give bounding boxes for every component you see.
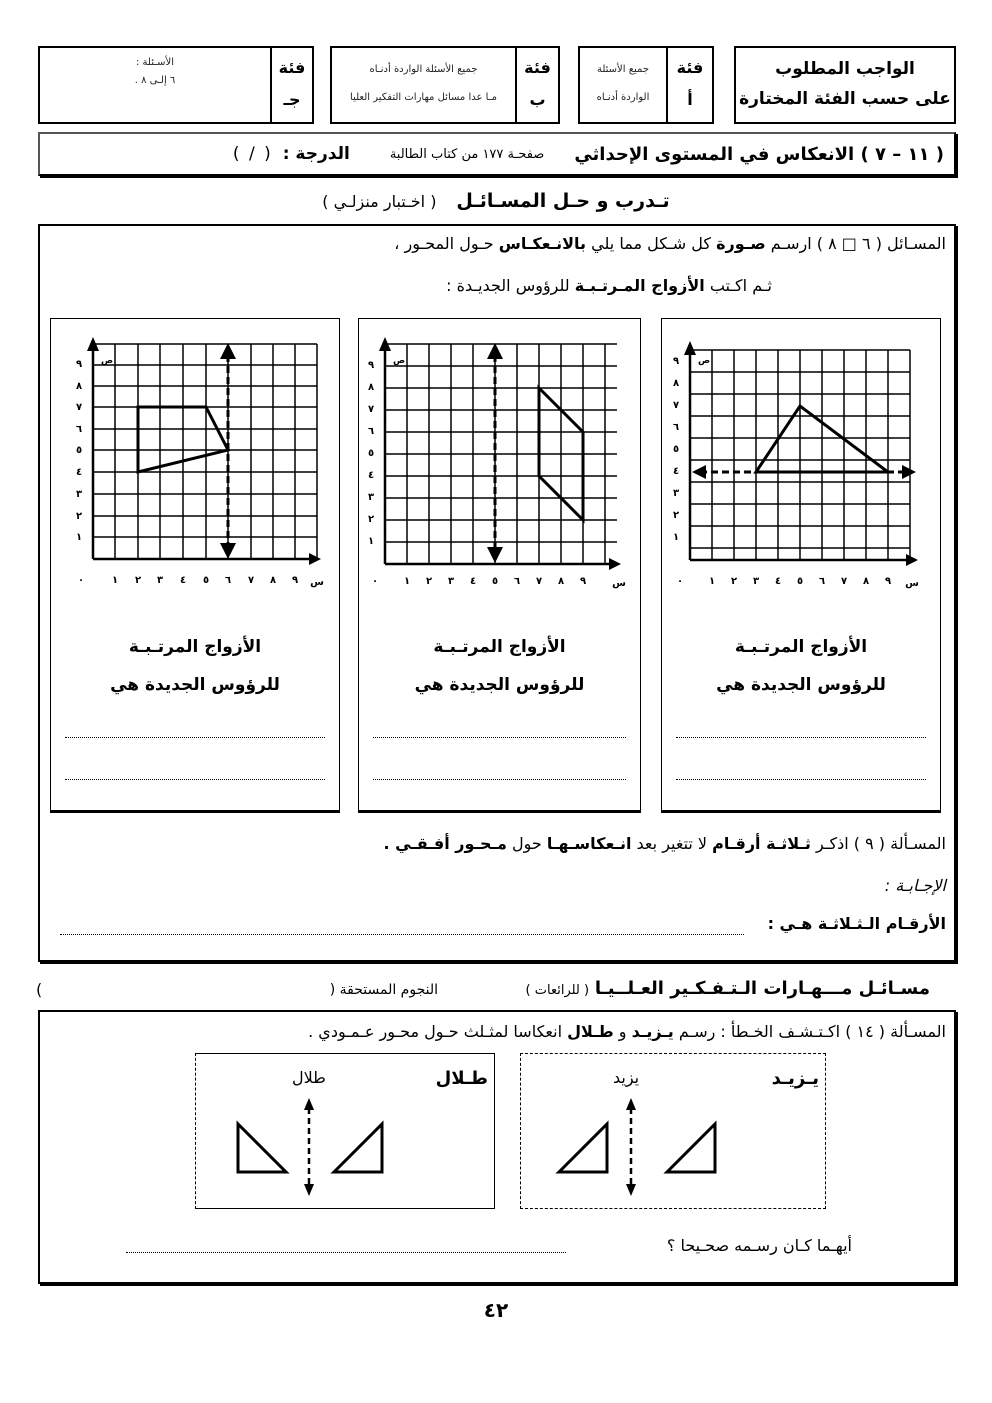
- text-bold: الأزواج المـرتـبـة: [574, 276, 705, 295]
- category-b-letter: ب: [529, 90, 546, 109]
- problem-9-statement: [383, 834, 946, 853]
- svg-text:٢: ٢: [134, 575, 142, 586]
- svg-text:٧: ٧: [75, 402, 83, 413]
- page-reference: صفحـة ١٧٧ من كتاب الطالبة: [389, 146, 545, 162]
- svg-text:٦: ٦: [513, 576, 521, 587]
- assignment-title-line1: الواجب المطلوب: [775, 59, 915, 79]
- svg-text:٨: ٨: [75, 381, 83, 392]
- stars-label: النجوم المستحقة (: [329, 982, 438, 998]
- yazid-triangles-drawing: [521, 1054, 827, 1210]
- svg-text:٩: ٩: [75, 359, 83, 370]
- graph-card-problem-7: [358, 318, 641, 813]
- problem-9-answer-line[interactable]: [60, 934, 744, 935]
- svg-text:٤: ٤: [672, 466, 680, 477]
- hots-for-excellent: ( للرائعات ): [525, 983, 590, 998]
- svg-text:٩: ٩: [367, 360, 375, 371]
- svg-text:٠: ٠: [676, 576, 684, 587]
- svg-text:١: ١: [75, 532, 83, 543]
- svg-text:س: س: [905, 578, 919, 589]
- answer-label-line2: للرؤوس الجديدة هي: [414, 675, 585, 695]
- text: كل شـكل مما يلي: [591, 234, 711, 253]
- problems-6-8-instruction-line2: [446, 276, 772, 295]
- svg-text:٧: ٧: [840, 576, 848, 587]
- category-b-desc-cell: [330, 46, 517, 124]
- category-a-desc-cell: [578, 46, 668, 124]
- answer-label-line1: الأزواج المرتـبـة: [128, 637, 262, 657]
- graph-card-problem-6: [661, 318, 941, 813]
- svg-text:٤: ٤: [179, 575, 187, 586]
- assignment-title-cell: [734, 46, 956, 124]
- category-a-desc-line2: الواردة أدنـاه: [596, 92, 650, 103]
- svg-text:٩: ٩: [579, 576, 587, 587]
- svg-text:٠: ٠: [77, 575, 85, 586]
- problem-9-answer-label: الإجـابـة :: [884, 876, 946, 895]
- problems-6-8-instruction-line1: [394, 234, 946, 253]
- svg-text:٨: ٨: [672, 378, 680, 389]
- category-c-desc-line1: الأسـئلة :: [135, 57, 175, 68]
- hots-heading: [526, 978, 930, 999]
- svg-text:٥: ٥: [491, 576, 499, 587]
- category-b-desc-line1: جميع الأسئلة الواردة أدنـاه: [369, 64, 478, 75]
- svg-text:٣: ٣: [447, 576, 455, 587]
- category-c-label: فئة: [278, 58, 306, 77]
- lesson-title-bar: [38, 132, 956, 176]
- lesson-title: ( ١١ – ٧ ) الانعكاس في المستوى الإحداثي: [574, 143, 944, 165]
- talal-label: طلال: [292, 1068, 326, 1087]
- text-bold: انـعكاسـهـا: [546, 834, 632, 853]
- practice-heading: [0, 190, 992, 212]
- svg-text:٧: ٧: [367, 404, 375, 415]
- svg-text:ص: ص: [392, 356, 406, 366]
- svg-text:٦: ٦: [672, 422, 680, 433]
- page-number: ٤٢: [483, 1298, 509, 1322]
- svg-text:٥: ٥: [367, 448, 375, 459]
- coordinate-grid-problem-7[interactable]: [359, 319, 642, 609]
- practice-heading-title: تـدرب و حـل المسـائـل: [456, 190, 670, 212]
- category-b-label: فئة: [524, 58, 551, 77]
- category-c-desc-line2: ٦ إلـى ٨ .: [134, 75, 176, 86]
- yazid-drawing-box: [520, 1053, 826, 1209]
- answer-line-1[interactable]: [373, 737, 626, 738]
- svg-text:٦: ٦: [367, 426, 375, 437]
- svg-text:ص: ص: [697, 356, 711, 366]
- text-bold: يـزيـد: [631, 1022, 674, 1041]
- svg-text:س: س: [310, 577, 324, 588]
- svg-text:٢: ٢: [730, 576, 738, 587]
- text: المسـائل ( ٦ □ ٨ ) ارسـم: [770, 234, 946, 253]
- text: حـول المحـور ،: [394, 234, 494, 253]
- svg-text:٣: ٣: [672, 488, 680, 499]
- problem-14-answer-line[interactable]: [126, 1252, 566, 1253]
- answer-label-line1: الأزواج المرتـبـة: [734, 637, 868, 657]
- svg-text:٤: ٤: [367, 470, 375, 481]
- category-c-letter: جـ: [283, 90, 301, 109]
- answer-label-line2: للرؤوس الجديدة هي: [110, 675, 280, 695]
- svg-text:٧: ٧: [535, 576, 543, 587]
- svg-text:٣: ٣: [752, 576, 760, 587]
- svg-text:٩: ٩: [291, 575, 299, 586]
- category-b-label-cell: [515, 46, 560, 124]
- talal-drawing-box: [195, 1053, 495, 1209]
- category-c-label-cell: [270, 46, 314, 124]
- yazid-label: يزيد: [613, 1068, 640, 1087]
- svg-text:٩: ٩: [672, 356, 680, 367]
- talal-label-bold: طـلال: [435, 1068, 488, 1089]
- svg-text:٧: ٧: [247, 575, 255, 586]
- text-bold: صـورة: [716, 234, 766, 253]
- svg-text:٨: ٨: [557, 576, 565, 587]
- svg-text:٢: ٢: [75, 511, 83, 522]
- svg-text:٣: ٣: [367, 492, 375, 503]
- svg-text:٨: ٨: [269, 575, 277, 586]
- problem-14-question: أيهـما كـان رسـمه صحـيحا ؟: [666, 1236, 852, 1255]
- svg-text:٢: ٢: [425, 576, 433, 587]
- svg-text:٤: ٤: [774, 576, 782, 587]
- answer-line-2[interactable]: [676, 779, 926, 780]
- svg-text:٦: ٦: [224, 575, 232, 586]
- svg-text:٦: ٦: [818, 576, 826, 587]
- text-bold: ثـلاثـة أرقـام: [712, 834, 811, 853]
- svg-text:١: ١: [367, 536, 375, 547]
- grade-label: الدرجة :: [282, 144, 350, 164]
- svg-text:س: س: [612, 578, 626, 589]
- answer-label-line1: الأزواج المرتـبـة: [433, 637, 566, 657]
- text: لا تتغير بعد: [636, 834, 708, 853]
- category-c-desc-cell: [38, 46, 272, 124]
- svg-text:١: ١: [672, 532, 680, 543]
- answer-line-1[interactable]: [676, 737, 926, 738]
- svg-text:٤: ٤: [75, 467, 83, 478]
- yazid-label-bold: يـزيـد: [771, 1068, 819, 1089]
- svg-text:٢: ٢: [367, 514, 375, 525]
- answer-line-2[interactable]: [65, 779, 325, 780]
- category-b-desc-line2: مـا عدا مسائل مهارات التفكير العليا: [350, 92, 497, 103]
- svg-text:٥: ٥: [796, 576, 804, 587]
- svg-text:٣: ٣: [156, 575, 164, 586]
- svg-text:٦: ٦: [75, 424, 83, 435]
- answer-line-1[interactable]: [65, 737, 325, 738]
- svg-text:٨: ٨: [862, 576, 870, 587]
- category-a-desc-line1: جميع الأسئلة: [596, 64, 650, 75]
- stars-close[interactable]: ): [36, 980, 43, 999]
- answer-label-line2: للرؤوس الجديدة هي: [716, 675, 886, 695]
- graph-card-problem-8: [50, 318, 340, 813]
- text-bold: بالانـعكـاس: [498, 234, 587, 253]
- svg-text:ص: ص: [100, 356, 114, 366]
- talal-triangles-drawing: [196, 1054, 496, 1210]
- coordinate-grid-problem-6[interactable]: [662, 319, 942, 609]
- text: المسـألة ( ٩ ) اذكـر: [816, 834, 946, 853]
- category-a-label-cell: [666, 46, 714, 124]
- coordinate-grid-problem-8[interactable]: [51, 319, 341, 609]
- hots-title: مسـائـل مـــهـارات الـتـفـكـير العـلــيـا: [594, 978, 930, 999]
- text: ثـم اكـتب: [709, 276, 772, 295]
- svg-text:٤: ٤: [469, 576, 477, 587]
- svg-text:٣: ٣: [75, 489, 83, 500]
- svg-text:٧: ٧: [672, 400, 680, 411]
- text: حول: [512, 834, 542, 853]
- answer-line-2[interactable]: [373, 779, 626, 780]
- svg-text:٥: ٥: [672, 444, 680, 455]
- problem-9-numbers-label: الأرقـام الـثـلاثـة هـي :: [767, 914, 946, 933]
- svg-text:١: ١: [708, 576, 716, 587]
- svg-text:٨: ٨: [367, 382, 375, 393]
- assignment-title-line2: على حسب الفئة المختارة: [739, 89, 951, 109]
- svg-text:١: ١: [111, 575, 119, 586]
- text-bold: مـحـور أفـقـي .: [383, 834, 507, 853]
- problem-14-statement: [308, 1022, 946, 1041]
- text: المسـألة ( ١٤ ) اكـتـشـف الخـطأ : رسـم: [678, 1022, 946, 1041]
- text: و: [618, 1022, 627, 1041]
- svg-text:٥: ٥: [75, 445, 83, 456]
- text: للرؤوس الجديـدة :: [446, 276, 570, 295]
- svg-text:٢: ٢: [672, 510, 680, 521]
- svg-text:٩: ٩: [884, 576, 892, 587]
- text-bold: طـلال: [567, 1022, 614, 1041]
- text: انعكاسا لمثـلث حـول محـور عـمـودي .: [308, 1022, 563, 1041]
- svg-text:٠: ٠: [371, 576, 379, 587]
- svg-text:١: ١: [403, 576, 411, 587]
- category-a-letter: أ: [687, 90, 693, 109]
- svg-text:٥: ٥: [202, 575, 210, 586]
- grade-field[interactable]: ( / ): [232, 144, 273, 164]
- category-a-label: فئة: [676, 58, 704, 77]
- practice-heading-subtitle: ( اخـتبار منزلـي ): [322, 192, 437, 211]
